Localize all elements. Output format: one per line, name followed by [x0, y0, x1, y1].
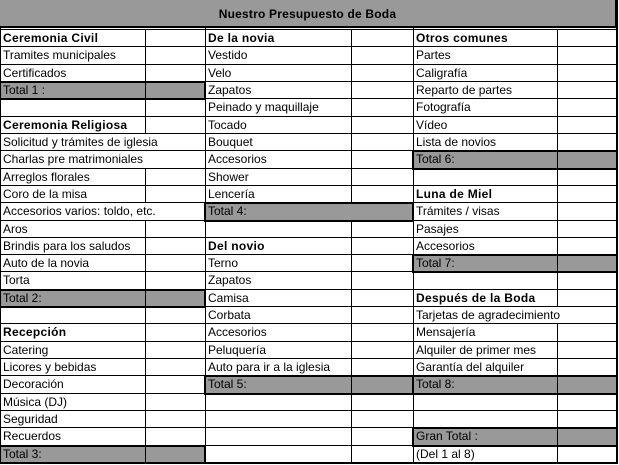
- total-amount-cell[interactable]: [145, 81, 205, 99]
- item-label-cell[interactable]: [205, 133, 351, 151]
- cell-text: Recepción: [3, 325, 67, 339]
- cell-text: Mensajería: [416, 325, 476, 339]
- title-banner: [0, 0, 617, 28]
- item-label-cell[interactable]: [0, 46, 145, 65]
- cell-text: Accesorios varios: toldo, etc.: [3, 204, 156, 218]
- cell-text: Camisa: [208, 291, 249, 305]
- cell-text: Zapatos: [208, 83, 252, 97]
- cell-text: Auto de la novia: [3, 256, 90, 270]
- total-amount-cell[interactable]: [145, 289, 205, 307]
- amount-cell[interactable]: [557, 64, 617, 82]
- item-label-cell[interactable]: [0, 393, 145, 411]
- item-label-cell[interactable]: [0, 410, 145, 428]
- item-label-cell[interactable]: [0, 185, 145, 203]
- cell-text: Solicitud y trámites de iglesia: [3, 135, 158, 149]
- item-label-cell[interactable]: [0, 98, 145, 117]
- item-label-cell[interactable]: [0, 427, 145, 446]
- item-label-cell[interactable]: [413, 98, 557, 117]
- cell-text: Total 2:: [3, 291, 42, 305]
- cell-text: Total 6:: [416, 152, 455, 166]
- item-label-cell[interactable]: [413, 220, 557, 238]
- section-heading-cell[interactable]: [0, 29, 145, 47]
- amount-cell[interactable]: [351, 445, 413, 463]
- amount-cell[interactable]: [557, 185, 617, 203]
- cell-text: Total 5:: [208, 377, 247, 391]
- item-label-cell[interactable]: [205, 64, 351, 82]
- amount-cell[interactable]: [351, 64, 413, 82]
- item-label-cell[interactable]: [413, 116, 557, 134]
- amount-cell[interactable]: [351, 81, 413, 99]
- total-amount-cell[interactable]: [557, 150, 617, 169]
- item-label-cell[interactable]: [413, 306, 617, 324]
- cell-text: Total 7:: [416, 256, 455, 270]
- amount-cell[interactable]: [351, 150, 413, 169]
- cell-text: Terno: [208, 256, 239, 270]
- cell-text: Luna de Miel: [416, 187, 493, 201]
- amount-cell[interactable]: [557, 220, 617, 238]
- column-divider: [205, 28, 206, 463]
- amount-cell[interactable]: [351, 323, 413, 342]
- cell-text: Bouquet: [208, 135, 253, 149]
- total-label-cell[interactable]: [0, 81, 145, 99]
- amount-cell[interactable]: [145, 375, 205, 394]
- cell-text: Caligrafía: [416, 66, 468, 80]
- total-label-cell[interactable]: [413, 150, 557, 169]
- amount-cell[interactable]: [145, 323, 205, 342]
- cell-text: Licores y bebidas: [3, 360, 97, 374]
- item-label-cell[interactable]: [205, 445, 351, 463]
- cell-text: De la novia: [208, 31, 275, 45]
- amount-cell[interactable]: [145, 98, 205, 117]
- column-divider: [0, 28, 1, 463]
- amount-cell[interactable]: [351, 237, 413, 255]
- item-label-cell[interactable]: [413, 133, 557, 151]
- item-label-cell[interactable]: [0, 150, 205, 169]
- item-label-cell[interactable]: [205, 289, 351, 307]
- item-label-cell[interactable]: [205, 98, 351, 117]
- item-label-cell[interactable]: [205, 185, 351, 203]
- item-label-cell[interactable]: [205, 323, 351, 342]
- item-label-cell[interactable]: [205, 341, 351, 359]
- item-label-cell[interactable]: [413, 271, 557, 290]
- cell-text: Lencería: [208, 187, 255, 201]
- section-heading-cell[interactable]: [0, 116, 145, 134]
- cell-text: Del novio: [208, 239, 265, 253]
- cell-text: Torta: [3, 273, 30, 287]
- amount-cell[interactable]: [557, 323, 617, 342]
- cell-text: (Del 1 al 8): [416, 447, 475, 461]
- amount-cell[interactable]: [351, 271, 413, 290]
- cell-text: Seguridad: [3, 412, 58, 426]
- item-label-cell[interactable]: [205, 81, 351, 99]
- cell-text: Tocado: [208, 118, 247, 132]
- cell-text: Zapatos: [208, 273, 252, 287]
- cell-text: Total 8:: [416, 377, 455, 391]
- amount-cell[interactable]: [145, 358, 205, 376]
- total-amount-cell[interactable]: [557, 375, 617, 394]
- cell-text: Vestido: [208, 48, 248, 62]
- total-border: [205, 375, 414, 377]
- amount-cell[interactable]: [351, 185, 413, 203]
- cell-text: Total 1 :: [3, 83, 46, 97]
- cell-text: Recuerdos: [3, 429, 62, 443]
- cell-text: Reparto de partes: [416, 83, 513, 97]
- total-label-cell[interactable]: [205, 202, 413, 221]
- item-label-cell[interactable]: [0, 358, 145, 376]
- section-heading-cell[interactable]: [413, 29, 557, 47]
- cell-text: Accesorios: [208, 152, 267, 166]
- item-label-cell[interactable]: [413, 393, 557, 411]
- total-amount-cell[interactable]: [145, 445, 205, 463]
- item-label-cell[interactable]: [205, 116, 351, 134]
- total-border: [413, 375, 618, 377]
- total-border: [0, 81, 206, 83]
- total-amount-cell[interactable]: [351, 375, 413, 394]
- amount-cell[interactable]: [351, 289, 413, 307]
- cell-text: Tramites municipales: [3, 48, 116, 62]
- item-label-cell[interactable]: [205, 220, 351, 238]
- amount-cell[interactable]: [557, 358, 617, 376]
- total-border: [413, 150, 618, 152]
- amount-cell[interactable]: [145, 116, 205, 134]
- item-label-cell[interactable]: [413, 168, 557, 186]
- cell-text: Alquiler de primer mes: [416, 343, 537, 357]
- total-label-cell[interactable]: [413, 427, 557, 446]
- item-label-cell[interactable]: [205, 393, 351, 411]
- cell-text: Decoración: [3, 377, 64, 391]
- sheet-title: Nuestro Presupuesto de Boda: [218, 7, 397, 21]
- cell-text: Total 4:: [208, 204, 247, 218]
- item-label-cell[interactable]: [0, 375, 145, 394]
- amount-cell[interactable]: [145, 271, 205, 290]
- cell-text: Total 3:: [3, 447, 42, 461]
- item-label-cell[interactable]: [0, 237, 145, 255]
- cell-text: Fotografía: [416, 100, 471, 114]
- item-label-cell[interactable]: [413, 81, 557, 99]
- cell-text: Pasajes: [416, 222, 459, 236]
- section-heading-cell[interactable]: [205, 237, 351, 255]
- cell-text: Peluquería: [208, 343, 267, 357]
- item-label-cell[interactable]: [413, 64, 557, 82]
- item-label-cell[interactable]: [205, 410, 351, 428]
- cell-text: Corbata: [208, 308, 251, 322]
- amount-cell[interactable]: [557, 46, 617, 65]
- amount-cell[interactable]: [351, 29, 413, 47]
- amount-cell[interactable]: [145, 64, 205, 82]
- item-label-cell[interactable]: [0, 220, 145, 238]
- amount-cell[interactable]: [145, 168, 205, 186]
- cell-text: Lista de novios: [416, 135, 497, 149]
- amount-cell[interactable]: [557, 116, 617, 134]
- amount-cell[interactable]: [145, 306, 205, 324]
- cell-text: Auto para ir a la iglesia: [208, 360, 331, 374]
- amount-cell[interactable]: [557, 98, 617, 117]
- cell-text: Ceremonia Religiosa: [3, 118, 128, 132]
- amount-cell[interactable]: [145, 237, 205, 255]
- total-border: [0, 445, 206, 447]
- item-label-cell[interactable]: [205, 427, 351, 446]
- cell-text: Velo: [208, 66, 232, 80]
- amount-cell[interactable]: [351, 46, 413, 65]
- amount-cell[interactable]: [351, 427, 413, 446]
- cell-text: Después de la Boda: [416, 291, 536, 305]
- amount-cell[interactable]: [145, 410, 205, 428]
- amount-cell[interactable]: [351, 410, 413, 428]
- amount-cell[interactable]: [557, 29, 617, 47]
- section-heading-cell[interactable]: [0, 323, 145, 342]
- total-border: [0, 289, 206, 291]
- item-label-cell[interactable]: [0, 202, 205, 221]
- cell-text: Música (DJ): [3, 395, 68, 409]
- cell-text: Vídeo: [416, 118, 448, 132]
- item-label-cell[interactable]: [413, 410, 557, 428]
- sheet-right-border: [616, 0, 618, 464]
- sheet-bottom-border: [0, 462, 618, 464]
- total-label-cell[interactable]: [205, 375, 351, 394]
- item-label-cell[interactable]: [205, 271, 351, 290]
- amount-cell[interactable]: [557, 271, 617, 290]
- amount-cell[interactable]: [557, 81, 617, 99]
- cell-text: Otros comunes: [416, 31, 508, 45]
- amount-cell[interactable]: [557, 202, 617, 221]
- cell-text: Certificados: [3, 66, 67, 80]
- item-label-cell[interactable]: [205, 358, 351, 376]
- amount-cell[interactable]: [145, 254, 205, 272]
- item-label-cell[interactable]: [413, 358, 557, 376]
- item-label-cell[interactable]: [0, 341, 145, 359]
- cell-text: Gran Total :: [416, 429, 478, 443]
- amount-cell[interactable]: [557, 133, 617, 151]
- amount-cell[interactable]: [145, 341, 205, 359]
- cell-text: Brindis para los saludos: [3, 239, 131, 253]
- amount-cell[interactable]: [557, 289, 617, 307]
- item-label-cell[interactable]: [205, 168, 351, 186]
- item-label-cell[interactable]: [413, 323, 557, 342]
- item-label-cell[interactable]: [205, 46, 351, 65]
- column-divider: [413, 28, 414, 463]
- item-label-cell[interactable]: [205, 306, 351, 324]
- amount-cell[interactable]: [351, 220, 413, 238]
- amount-cell[interactable]: [351, 98, 413, 117]
- item-label-cell[interactable]: [205, 150, 351, 169]
- item-label-cell[interactable]: [413, 202, 557, 221]
- item-label-cell[interactable]: [413, 341, 557, 359]
- item-label-cell[interactable]: [0, 271, 145, 290]
- cell-text: Garantía del alquiler: [416, 360, 525, 374]
- cell-text: Shower: [208, 170, 249, 184]
- total-label-cell[interactable]: [0, 445, 145, 463]
- cell-text: Accesorios: [208, 325, 267, 339]
- amount-cell[interactable]: [351, 358, 413, 376]
- amount-cell[interactable]: [557, 410, 617, 428]
- item-label-cell[interactable]: [413, 237, 557, 255]
- total-border: [205, 202, 414, 204]
- amount-cell[interactable]: [557, 393, 617, 411]
- item-label-cell[interactable]: [0, 168, 145, 186]
- amount-cell[interactable]: [145, 393, 205, 411]
- section-heading-cell[interactable]: [413, 185, 557, 203]
- section-heading-cell[interactable]: [205, 29, 351, 47]
- total-label-cell[interactable]: [413, 375, 557, 394]
- total-amount-cell[interactable]: [557, 427, 617, 446]
- cell-text: Catering: [3, 343, 49, 357]
- total-amount-cell[interactable]: [557, 254, 617, 272]
- amount-cell[interactable]: [557, 445, 617, 463]
- amount-cell[interactable]: [145, 29, 205, 47]
- item-label-cell[interactable]: [205, 254, 351, 272]
- item-label-cell[interactable]: [413, 46, 557, 65]
- item-label-cell[interactable]: [0, 254, 145, 272]
- cell-text: Peinado y maquillaje: [208, 100, 319, 114]
- amount-cell[interactable]: [145, 185, 205, 203]
- amount-cell[interactable]: [351, 133, 413, 151]
- cell-text: Charlas pre matrimoniales: [3, 152, 144, 166]
- item-label-cell[interactable]: [0, 306, 145, 324]
- total-border: [413, 427, 618, 429]
- cell-text: Partes: [416, 48, 451, 62]
- item-label-cell[interactable]: [0, 64, 145, 82]
- item-label-cell[interactable]: [0, 133, 205, 151]
- amount-cell[interactable]: [351, 116, 413, 134]
- amount-cell[interactable]: [351, 341, 413, 359]
- amount-cell[interactable]: [351, 168, 413, 186]
- total-border: [413, 254, 618, 256]
- amount-cell[interactable]: [351, 306, 413, 324]
- cell-text: Accesorios: [416, 239, 475, 253]
- amount-cell[interactable]: [557, 168, 617, 186]
- section-heading-cell[interactable]: [413, 289, 557, 307]
- amount-cell[interactable]: [145, 427, 205, 446]
- amount-cell[interactable]: [145, 220, 205, 238]
- amount-cell[interactable]: [351, 393, 413, 411]
- amount-cell[interactable]: [557, 341, 617, 359]
- cell-text: Aros: [3, 222, 28, 236]
- item-label-cell[interactable]: [413, 445, 557, 463]
- cell-text: Tarjetas de agradecimiento: [416, 308, 561, 322]
- cell-text: Coro de la misa: [3, 187, 88, 201]
- total-label-cell[interactable]: [413, 254, 557, 272]
- cell-text: Ceremonia Civil: [3, 31, 99, 45]
- amount-cell[interactable]: [145, 46, 205, 65]
- total-label-cell[interactable]: [0, 289, 145, 307]
- cell-text: Trámites / visas: [416, 204, 500, 218]
- amount-cell[interactable]: [557, 237, 617, 255]
- cell-text: Arreglos florales: [3, 170, 90, 184]
- amount-cell[interactable]: [351, 254, 413, 272]
